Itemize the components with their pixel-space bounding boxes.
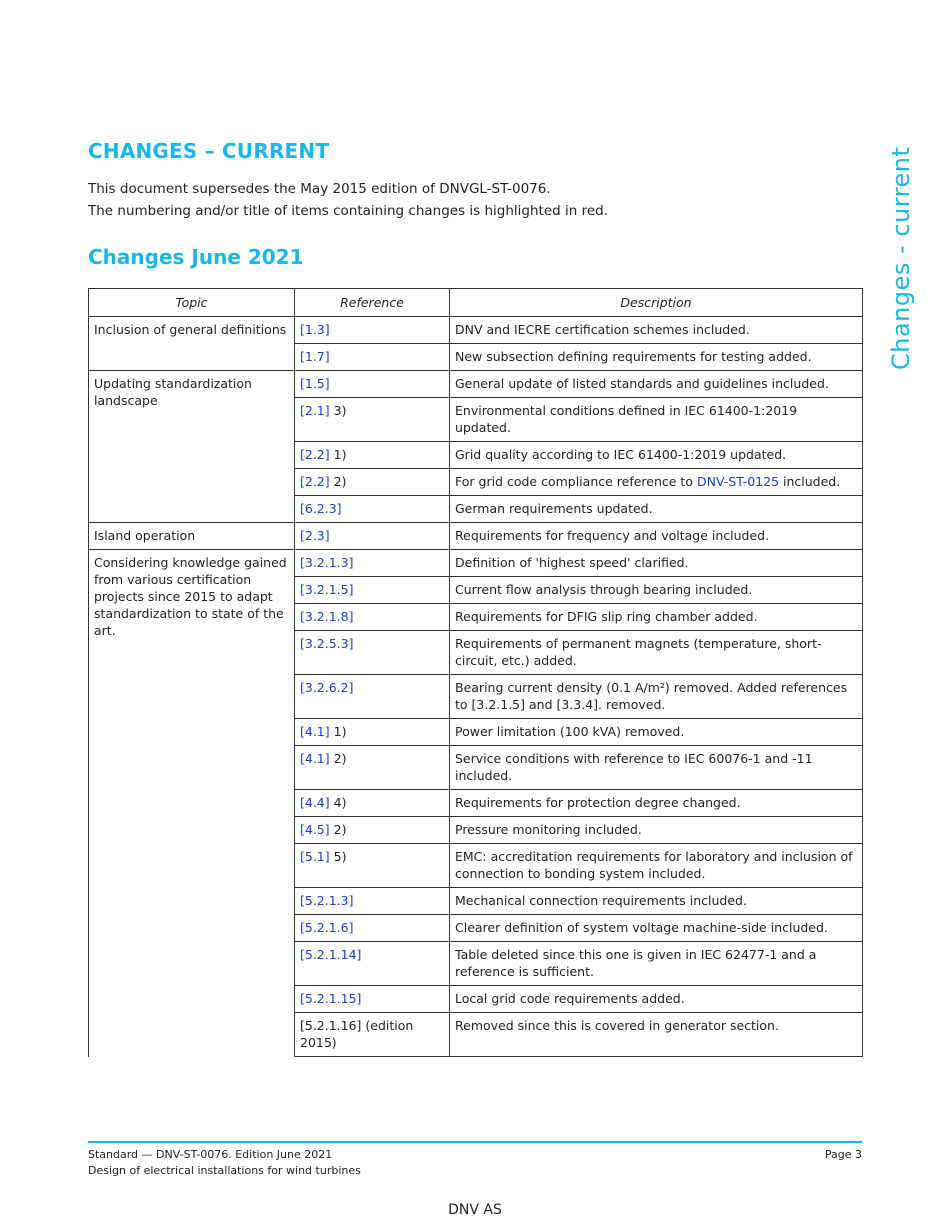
reference-link[interactable]: [4.5] <box>300 822 330 837</box>
intro-line: The numbering and/or title of items containing changes is highlighted in red. <box>88 203 609 219</box>
description-cell: German requirements updated. <box>450 496 863 523</box>
description-cell: Power limitation (100 kVA) removed. <box>450 719 863 746</box>
description-cell: EMC: accreditation requirements for laboratory and inclusion of connection to bonding system included. <box>450 844 863 888</box>
reference-cell[interactable] <box>295 817 450 844</box>
reference-cell[interactable] <box>295 915 450 942</box>
description-cell: New subsection defining requirements for testing added. <box>450 344 863 371</box>
description-cell: Pressure monitoring included. <box>450 817 863 844</box>
column-header-reference: Reference <box>295 289 450 317</box>
reference-link[interactable]: [5.1] <box>300 849 330 864</box>
reference-link[interactable]: [5.2.1.15] <box>300 991 362 1006</box>
reference-link[interactable]: [3.2.6.2] <box>300 680 354 695</box>
description-cell: General update of listed standards and guidelines included. <box>450 371 863 398</box>
footer-document-title: Design of electrical installations for wind turbines <box>88 1164 361 1177</box>
reference-cell[interactable] <box>295 496 450 523</box>
reference-link[interactable]: [2.1] <box>300 403 330 418</box>
description-cell: Requirements of permanent magnets (temperature, short-circuit, etc.) added. <box>450 631 863 675</box>
standard-link[interactable]: DNV-ST-0125 <box>696 474 780 489</box>
reference-suffix: 1) <box>329 724 347 739</box>
table-header-row <box>89 289 863 317</box>
reference-link[interactable]: [1.7] <box>300 349 330 364</box>
reference-cell[interactable] <box>295 986 450 1013</box>
reference-suffix: 2) <box>329 751 347 766</box>
table-row <box>89 371 863 398</box>
reference-link[interactable]: [6.2.3] <box>300 501 342 516</box>
topic-cell: Island operation <box>89 523 295 550</box>
page-title: CHANGES – CURRENT <box>88 139 330 163</box>
reference-suffix: 2) <box>329 474 347 489</box>
reference-cell[interactable] <box>295 469 450 496</box>
description-text: included. <box>779 474 841 489</box>
company-name: DNV AS <box>448 1202 502 1218</box>
reference-cell[interactable] <box>295 523 450 550</box>
reference-link[interactable]: [5.2.1.14] <box>300 947 362 962</box>
side-label: Changes - current <box>887 146 915 370</box>
intro-text <box>88 178 608 222</box>
description-cell: Definition of 'highest speed' clarified. <box>450 550 863 577</box>
reference-suffix: 2) <box>329 822 347 837</box>
column-header-description: Description <box>450 289 863 317</box>
description-cell: Mechanical connection requirements included. <box>450 888 863 915</box>
description-cell: Requirements for frequency and voltage included. <box>450 523 863 550</box>
description-cell: Bearing current density (0.1 A/m²) removed. Added references to [3.2.1.5] and [3.3.4]. removed. <box>450 675 863 719</box>
reference-link[interactable]: [4.1] <box>300 724 330 739</box>
reference-link[interactable]: [3.2.5.3] <box>300 636 354 651</box>
reference-cell[interactable] <box>295 442 450 469</box>
description-cell: Local grid code requirements added. <box>450 986 863 1013</box>
description-cell: Environmental conditions defined in IEC 61400-1:2019 updated. <box>450 398 863 442</box>
reference-cell[interactable] <box>295 631 450 675</box>
reference-cell[interactable] <box>295 790 450 817</box>
reference-cell[interactable] <box>295 942 450 986</box>
reference-link[interactable]: [5.2.1.3] <box>300 893 354 908</box>
reference-link[interactable]: [3.2.1.5] <box>300 582 354 597</box>
reference-cell[interactable] <box>295 888 450 915</box>
intro-line: This document supersedes the May 2015 edition of DNVGL-ST-0076. <box>88 181 551 197</box>
description-cell: Table deleted since this one is given in IEC 62477-1 and a reference is sufficient. <box>450 942 863 986</box>
page-number: Page 3 <box>824 1148 862 1161</box>
description-text: For grid code compliance reference to <box>455 474 697 489</box>
reference-cell[interactable] <box>295 550 450 577</box>
reference-cell[interactable] <box>295 317 450 344</box>
reference-cell: [5.2.1.16] (edition 2015) <box>295 1013 450 1057</box>
topic-cell: Considering knowledge gained from various certification projects since 2015 to adapt standardization to state of the art. <box>89 550 295 1057</box>
section-title: Changes June 2021 <box>88 245 304 269</box>
reference-cell[interactable] <box>295 398 450 442</box>
reference-link[interactable]: [4.4] <box>300 795 330 810</box>
reference-suffix: 4) <box>329 795 347 810</box>
reference-link[interactable]: [3.2.1.8] <box>300 609 354 624</box>
table-row <box>89 317 863 344</box>
reference-link[interactable]: [2.2] <box>300 447 330 462</box>
reference-link[interactable]: [5.2.1.6] <box>300 920 354 935</box>
reference-link[interactable]: [4.1] <box>300 751 330 766</box>
reference-cell[interactable] <box>295 604 450 631</box>
footer-divider <box>88 1141 862 1143</box>
reference-cell[interactable] <box>295 344 450 371</box>
footer-standard: Standard — DNV-ST-0076. Edition June 2021 <box>88 1148 333 1161</box>
reference-cell[interactable] <box>295 746 450 790</box>
reference-suffix: 5) <box>329 849 347 864</box>
reference-link[interactable]: [2.3] <box>300 528 330 543</box>
description-cell: Requirements for protection degree changed. <box>450 790 863 817</box>
table-row <box>89 550 863 577</box>
reference-cell[interactable] <box>295 371 450 398</box>
changes-table <box>88 288 863 1057</box>
description-cell: DNV and IECRE certification schemes included. <box>450 317 863 344</box>
description-cell: Requirements for DFIG slip ring chamber added. <box>450 604 863 631</box>
reference-suffix: 3) <box>329 403 347 418</box>
topic-cell: Updating standardization landscape <box>89 371 295 523</box>
reference-cell[interactable] <box>295 577 450 604</box>
reference-link[interactable]: [3.2.1.3] <box>300 555 354 570</box>
reference-cell[interactable] <box>295 844 450 888</box>
description-cell: Current flow analysis through bearing included. <box>450 577 863 604</box>
description-cell: Clearer definition of system voltage machine-side included. <box>450 915 863 942</box>
reference-link[interactable]: [1.5] <box>300 376 330 391</box>
footer-left <box>88 1147 361 1179</box>
description-cell: Service conditions with reference to IEC 60076-1 and -11 included. <box>450 746 863 790</box>
reference-cell[interactable] <box>295 719 450 746</box>
reference-suffix: 1) <box>329 447 347 462</box>
description-cell: Grid quality according to IEC 61400-1:2019 updated. <box>450 442 863 469</box>
table-row <box>89 523 863 550</box>
reference-link[interactable]: [2.2] <box>300 474 330 489</box>
reference-cell[interactable] <box>295 675 450 719</box>
reference-link[interactable]: [1.3] <box>300 322 330 337</box>
topic-cell: Inclusion of general definitions <box>89 317 295 371</box>
description-cell <box>450 469 863 496</box>
column-header-topic: Topic <box>89 289 295 317</box>
description-cell: Removed since this is covered in generator section. <box>450 1013 863 1057</box>
